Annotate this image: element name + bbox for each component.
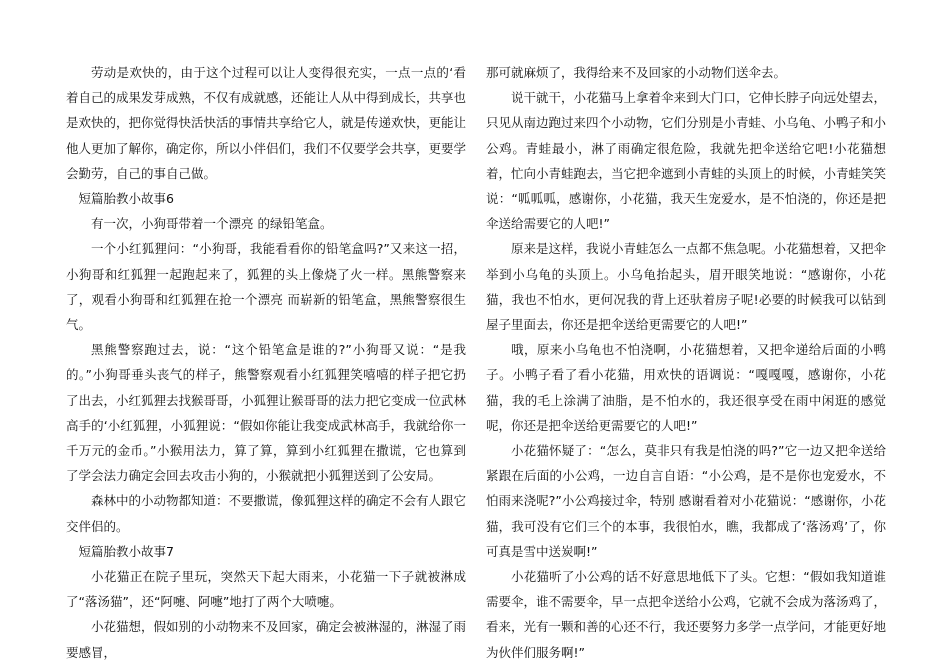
paragraph: 小花猫怀疑了：“怎么，莫非只有我是怕浇的吗?”它一边又把伞送给紧跟在后面的小公鸡，一边自言自语：“小公鸡，是不是你也宠爱水，不怕雨来浇呢?”小公鸡接过伞，特别 感谢看着对小花猫说：“感谢你，小花猫，我可没有它们三个的本事，我很怕水，瞧，我都成了‘落汤鸡’了，你可真是雪中送炭啊!” [486,443,886,559]
paragraph: 说干就干，小花猫马上拿着伞来到大门口，它伸长脖子向远处望去，只见从南边跑过来四个小动物，它们分别是小青蛙、小乌龟、小鸭子和小公鸡。青蛙最小，淋了雨确定很危险，我就先把伞送给它吧!小花猫想着，忙向小青蛙跑去，当它把伞遮到小青蛙的头顶上的时候，小青蛙笑笑说：“呱呱呱，感谢你，小花猫，我天生宠爱水，是不怕浇的，你还是把伞送给需要它的人吧!” [486,90,887,232]
paragraph: 森林中的小动物都知道：不要撒谎，像狐狸这样的确定不会有人跟它交伴侣的。 [66,493,467,534]
paragraph: 原来是这样，我说小青蛙怎么一点都不焦急呢。小花猫想着，又把伞举到小乌龟的头顶上。小乌龟抬起头，眉开眼笑地说：“感谢你，小花猫，我也不怕水，更何况我的背上还驮着房子呢!必要的时候我可以钻到屋子里面去，你还是把伞送给更需要它的人吧!” [486,241,887,333]
paragraph: 劳动是欢快的，由于这个过程可以让人变得很充实，一点一点的‘看着自己的成果发芽成熟，不仅有成就感，还能让人从中得到成长，共享也是欢快的，把你觉得快活快活的事情共享给它人，就是传递欢快，更能让他人更加了解你，确定你，所以小伴侣们，我们不仅要学会共享，更要学会勤劳，自己的事自己做。 [66,65,467,181]
paragraph: 小花猫听了小公鸡的话不好意思地低下了头。它想：“假如我知道谁需要伞，谁不需要伞，早一点把伞送给小公鸡，它就不会成为落汤鸡了，看来，光有一颗和善的心还不行，我还要努力多学一点学问，才能更好地为伙伴们服务啊!” [486,569,887,660]
left-column [66,60,466,665]
paragraph: 一个小红狐狸问：“小狗哥，我能看看你的铅笔盒吗?”又来这一招，小狗哥和红狐狸一起跑起来了，狐狸的头上像烧了火一样。黑熊警察来了，观看小狗哥和红狐狸在抢一个漂亮 而崭新的铅笔盒，黑熊警察很生气。 [66,241,466,333]
section-heading: 短篇胎教小故事6 [78,191,174,207]
paragraph: 小花猫正在院子里玩，突然天下起大雨来，小花猫一下子就被淋成了“落汤猫”，还“阿嚏、阿嚏”地打了两个大喷嚏。 [66,569,466,610]
section-heading: 短篇胎教小故事7 [78,543,174,559]
paragraph: 有一次，小狗哥带着一个漂亮 的绿铅笔盒。 [91,216,333,232]
paragraph: 黑熊警察跑过去，说：“这个铅笔盒是谁的?”小狗哥又说：“是我的。”小狗哥垂头丧气的样子，熊警察观看小红狐狸笑嘻嘻的样子把它扔了出去，小红狐狸去找猴哥哥，小狐狸让猴哥哥的法力把它变成一位武林高手的‘小红狐狸，小狐狸说：“假如你能让我变成武林高手，我就给你一千万元的金币。”小猴用法力，算了算，算到小红狐狸在撒谎，它也算到了学会法力确定会回去攻击小狗的，小猴就把小狐狸送到了公安局。 [66,342,467,484]
paragraph-continued: 那可就麻烦了，我得给来不及回家的小动物们送伞去。 [486,65,787,80]
paragraph: 哦，原来小乌龟也不怕浇啊，小花猫想着，又把伞递给后面的小鸭子。小鸭子看了看小花猫，用欢快的语调说：“嘎嘎嘎，感谢你，小花猫，我的毛上涂满了油脂，是不怕水的，我还很享受在雨中闲逛的感觉呢，你还是把伞送给更需要它的人吧!” [486,342,886,433]
paragraph: 小花猫想，假如别的小动物来不及回家，确定会被淋湿的，淋湿了雨要感冒， [66,619,467,660]
right-column [486,60,886,665]
